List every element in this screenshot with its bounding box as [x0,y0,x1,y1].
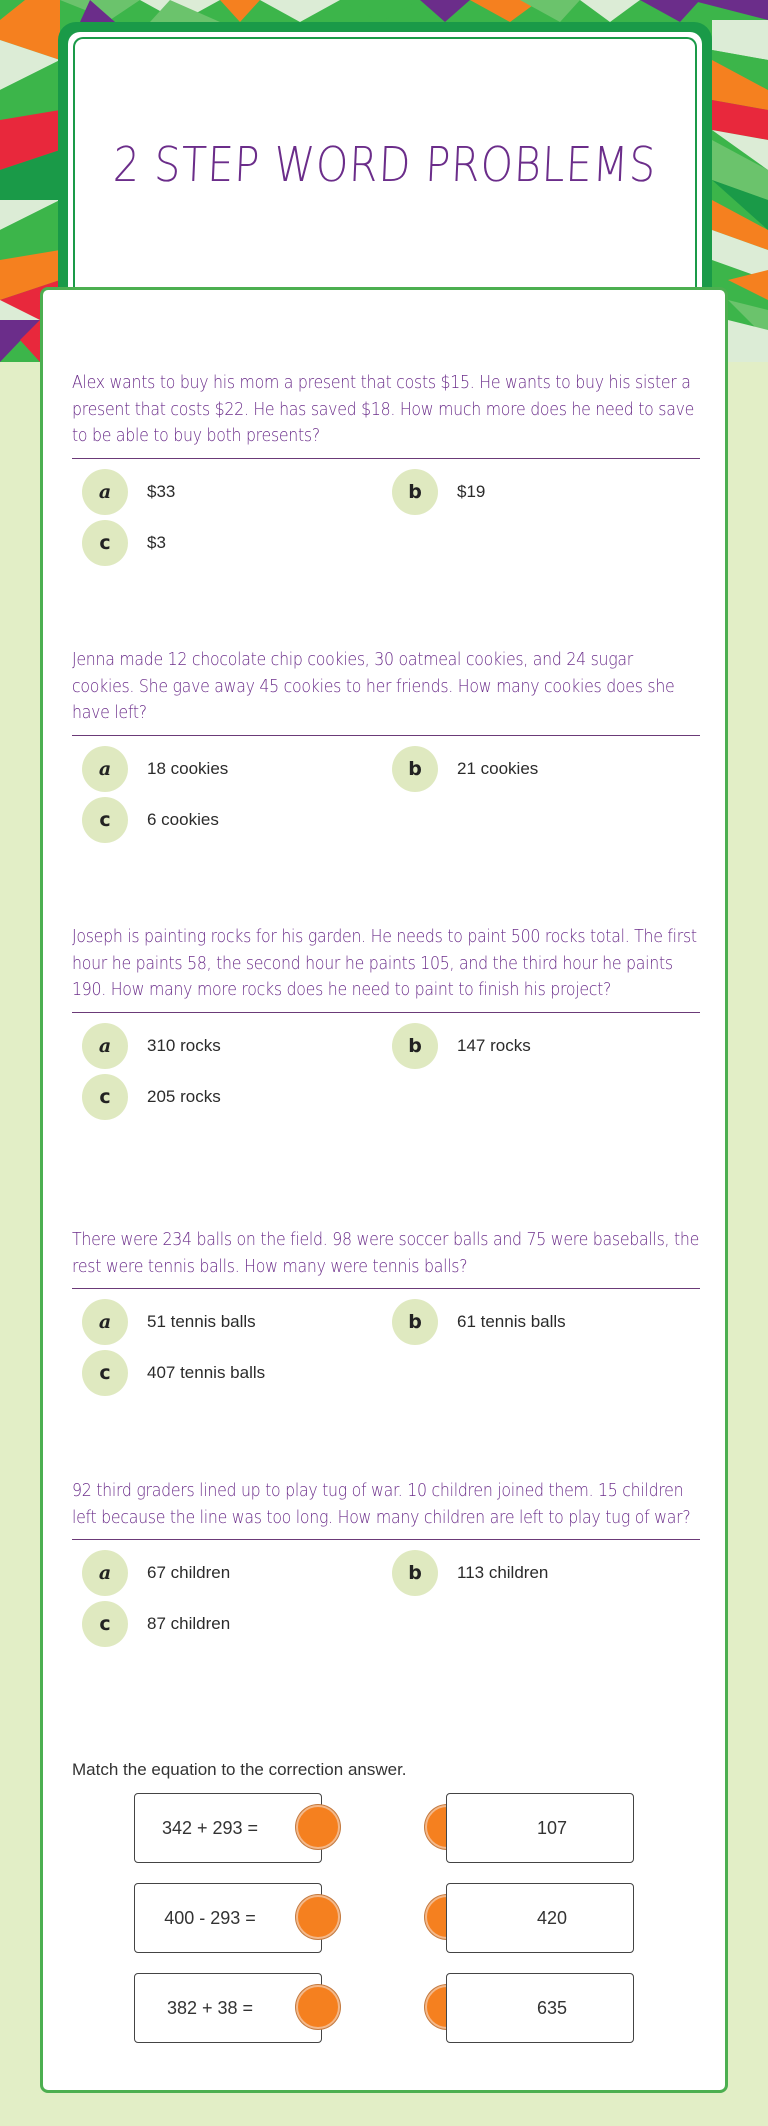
answer-options [72,746,700,858]
answer-options [72,469,700,581]
answer-option-a[interactable] [82,1023,221,1069]
answer-option-b[interactable] [392,746,538,792]
answer-option-a[interactable] [82,469,175,515]
answer-option-b[interactable] [392,1550,548,1596]
answer-option-a[interactable] [82,746,228,792]
match-equation-text: 382 + 38 = [166,1997,254,2018]
question-text: 92 third graders lined up to play tug of war. 10 children joined them. 15 children left because the line was too long. How many children are left to play tug of war? [72,1481,691,1528]
answer-label: $19 [457,481,486,501]
answer-options [72,1550,700,1662]
question-divider [72,1539,700,1540]
match-answer-box-3[interactable] [446,1973,634,2043]
answer-option-c[interactable] [82,1350,265,1396]
match-equation-text: 342 + 293 = [161,1817,259,1838]
question-text: There were 234 balls on the field. 98 were soccer balls and 75 were baseballs, the rest were tennis balls. How many were tennis balls? [72,1230,700,1277]
worksheet-card [40,287,728,2093]
match-answer-box-2[interactable] [446,1883,634,1953]
answer-letter-b: b [392,1550,438,1596]
match-equation-box-3[interactable] [134,1973,322,2043]
answer-option-a[interactable] [82,1299,256,1345]
matching-prompt: Match the equation to the correction answer. [72,1760,407,1779]
answer-label: 6 cookies [147,809,219,829]
answer-label: 67 children [147,1563,231,1582]
question-4 [72,1227,700,1411]
answer-option-c[interactable] [82,797,219,843]
answer-label: 51 tennis balls [147,1312,256,1331]
answer-letter-c: c [82,520,128,566]
answer-letter-a: a [82,1023,128,1069]
question-text: Alex wants to buy his mom a present that costs $15. He wants to buy his sister a present that costs $22. He has saved $18. How much more does he need to save to be able to buy both presents? [72,373,695,446]
header-card [58,22,712,312]
answer-letter-a: a [82,1550,128,1596]
answer-label: 407 tennis balls [147,1363,266,1382]
answer-label: 61 tennis balls [457,1312,566,1331]
answer-options [72,1299,700,1411]
match-answer-text: 635 [536,1997,568,2018]
answer-label: $33 [147,481,176,501]
answer-label: 310 rocks [147,1035,221,1055]
answer-letter-c: c [82,1350,128,1396]
match-equation-box-1[interactable] [134,1793,322,1863]
question-divider [72,458,700,459]
answer-letter-b: b [392,1023,438,1069]
answer-label: 87 children [147,1614,231,1633]
answer-option-b[interactable] [392,1299,566,1345]
answer-option-b[interactable] [392,1023,531,1069]
question-3 [72,924,700,1135]
answer-option-c[interactable] [82,1601,230,1647]
question-divider [72,735,700,736]
answer-letter-c: c [82,1074,128,1120]
question-2 [72,647,700,858]
match-connector-left-2[interactable] [296,1895,340,1939]
match-connector-left-1[interactable] [296,1805,340,1849]
match-connector-left-3[interactable] [296,1985,340,2029]
answer-letter-b: b [392,469,438,515]
question-divider [72,1012,700,1013]
answer-letter-c: c [82,1601,128,1647]
header-inner [68,32,702,312]
answer-option-c[interactable] [82,520,166,566]
question-divider [72,1288,700,1289]
answer-options [72,1023,700,1135]
answer-letter-a: a [82,746,128,792]
match-answer-text: 420 [536,1907,568,1928]
question-text: Joseph is painting rocks for his garden. He needs to paint 500 rocks total. The first hour he paints 58, the second hour he paints 105, and the third hour he paints 190. How many more rocks does he need to paint to finish his project? [72,927,697,1000]
question-text: Jenna made 12 chocolate chip cookies, 30 oatmeal cookies, and 24 sugar cookies. She gave away 45 cookies to her friends. How many cookies does she have left? [72,650,675,723]
question-5 [72,1478,700,1662]
answer-option-b[interactable] [392,469,485,515]
answer-label: 21 cookies [457,758,539,778]
answer-label: $3 [147,532,166,552]
answer-option-c[interactable] [82,1074,221,1120]
match-equation-text: 400 - 293 = [164,1907,256,1928]
answer-letter-a: a [82,1299,128,1345]
page-title: 2 STEP WORD PROBLEMS [112,136,658,193]
match-answer-text: 107 [536,1817,568,1838]
answer-label: 205 rocks [147,1086,221,1106]
answer-option-a[interactable] [82,1550,230,1596]
answer-letter-b: b [392,1299,438,1345]
match-answer-box-1[interactable] [446,1793,634,1863]
answer-letter-c: c [82,797,128,843]
answer-label: 147 rocks [457,1035,531,1055]
header-frame [73,37,697,312]
match-equation-box-2[interactable] [134,1883,322,1953]
answer-letter-b: b [392,746,438,792]
answer-letter-a: a [82,469,128,515]
answer-label: 18 cookies [147,758,229,778]
question-1 [72,370,700,581]
answer-label: 113 children [457,1563,549,1582]
